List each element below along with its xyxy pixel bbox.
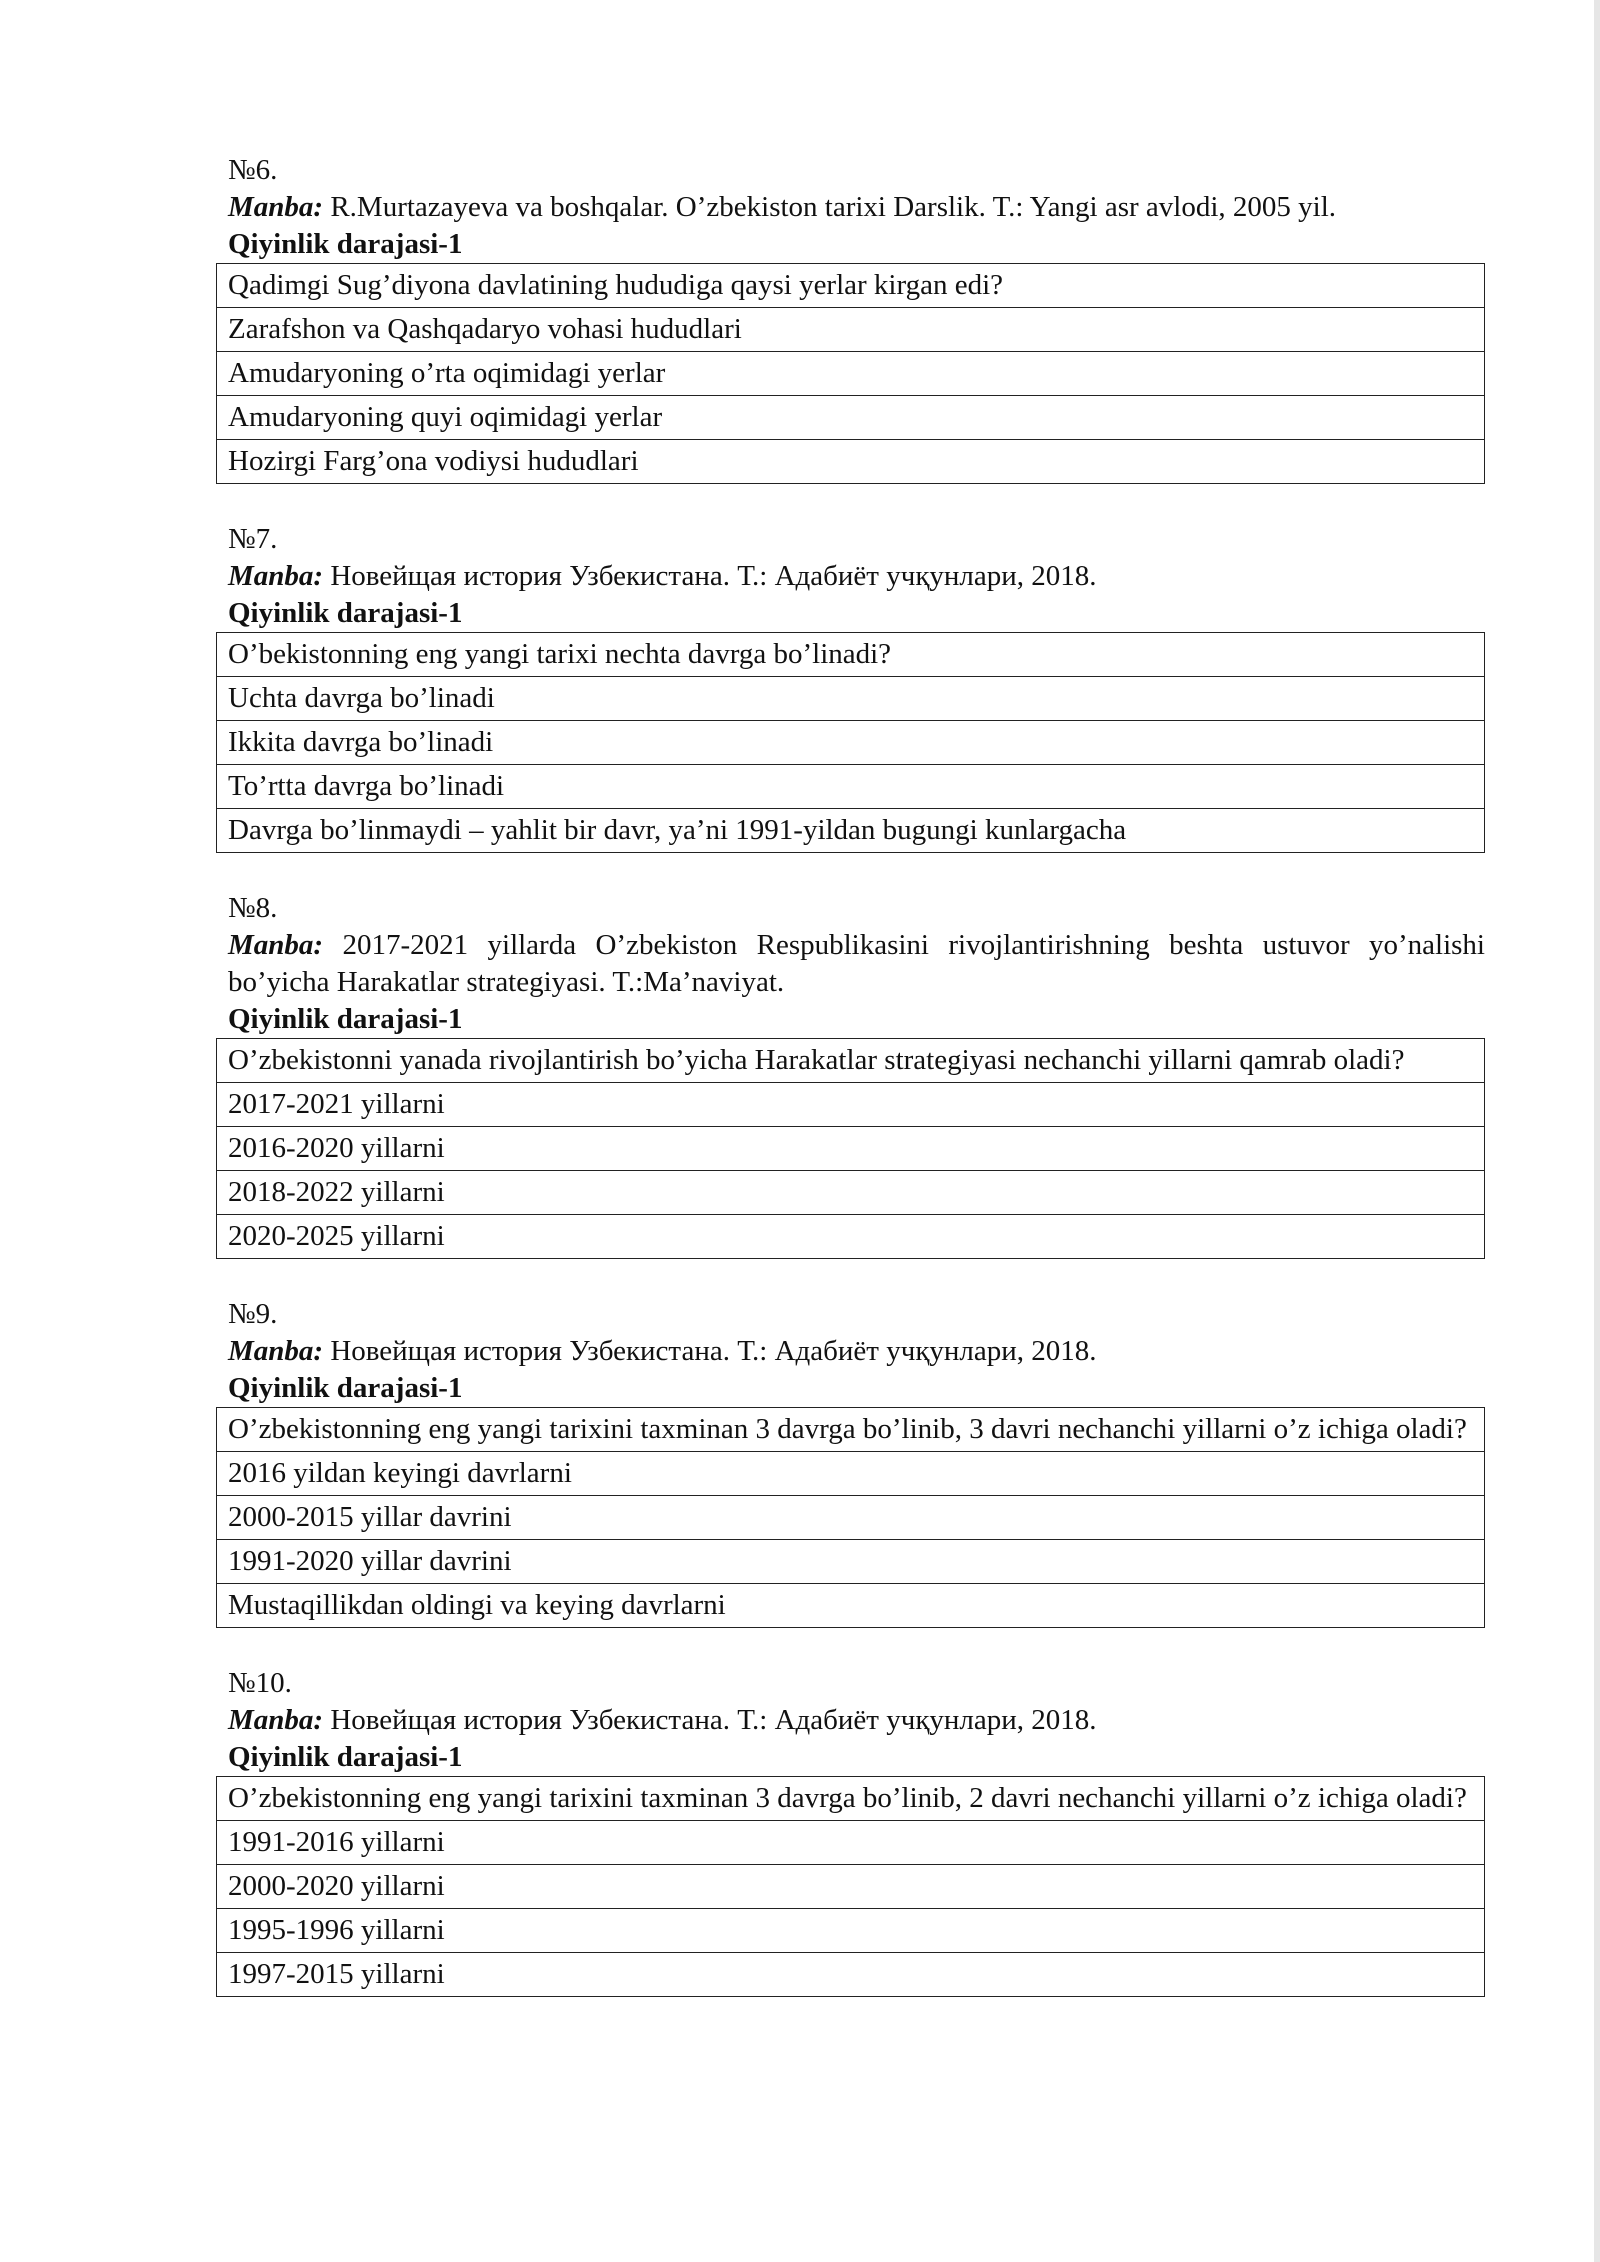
source-text: Новейщая история Узбекистана. Т.: Адабиёт учқунлари, 2018. xyxy=(323,1704,1097,1736)
question-row xyxy=(217,633,1485,677)
answer-option: Ikkita davrga bo’linadi xyxy=(217,721,1485,765)
question-block-7 xyxy=(228,521,1485,853)
question-row xyxy=(217,1777,1485,1821)
difficulty-level: Qiyinlik darajasi-1 xyxy=(228,1003,463,1035)
question-text: O’zbekistonning eng yangi tarixini taxminan 3 davrga bo’linib, 2 davri nechanchi yillarni o’z ichiga oladi? xyxy=(217,1777,1485,1821)
source-label: Manba: xyxy=(228,560,324,592)
answer-row xyxy=(217,1496,1485,1540)
answer-option: 2016 yildan keyingi davrlarni xyxy=(217,1452,1485,1496)
source-label: Manba: xyxy=(228,191,324,223)
question-table xyxy=(216,1776,1485,1997)
answer-option: Amudaryoning o’rta oqimidagi yerlar xyxy=(217,352,1485,396)
question-block-9 xyxy=(228,1296,1485,1628)
question-text: O’bekistonning eng yangi tarixi nechta davrga bo’linadi? xyxy=(217,633,1485,677)
source-text: Новейщая история Узбекистана. Т.: Адабиёт учқунлари, 2018. xyxy=(323,1335,1097,1367)
answer-row xyxy=(217,352,1485,396)
answer-option: Uchta davrga bo’linadi xyxy=(217,677,1485,721)
question-number: №7. xyxy=(228,523,278,555)
answer-row xyxy=(217,1909,1485,1953)
question-table xyxy=(216,632,1485,853)
source-line xyxy=(228,1333,1485,1370)
answer-option: Hozirgi Farg’ona vodiysi hududlari xyxy=(217,440,1485,484)
question-number: №6. xyxy=(228,154,278,186)
answer-option: 1997-2015 yillarni xyxy=(217,1953,1485,1997)
answer-row xyxy=(217,1540,1485,1584)
answer-option: 1991-2020 yillar davrini xyxy=(217,1540,1485,1584)
difficulty-level: Qiyinlik darajasi-1 xyxy=(228,1372,463,1404)
question-number: №10. xyxy=(228,1667,292,1699)
answer-option: 2016-2020 yillarni xyxy=(217,1127,1485,1171)
question-number: №9. xyxy=(228,1298,278,1330)
answer-row xyxy=(217,1083,1485,1127)
answer-option: To’rtta davrga bo’linadi xyxy=(217,765,1485,809)
question-row xyxy=(217,264,1485,308)
source-text: R.Murtazayeva va boshqalar. O’zbekiston tarixi Darslik. T.: Yangi asr avlodi, 2005 yil. xyxy=(323,191,1337,223)
answer-row xyxy=(217,677,1485,721)
source-line xyxy=(228,1702,1485,1739)
answer-row xyxy=(217,1452,1485,1496)
answer-row xyxy=(217,1865,1485,1909)
question-block-10 xyxy=(228,1665,1485,1997)
source-line xyxy=(228,927,1485,1001)
answer-row xyxy=(217,1215,1485,1259)
answer-option: 2000-2015 yillar davrini xyxy=(217,1496,1485,1540)
answer-option: Amudaryoning quyi oqimidagi yerlar xyxy=(217,396,1485,440)
answer-row xyxy=(217,308,1485,352)
question-table xyxy=(216,1407,1485,1628)
answer-option: Mustaqillikdan oldingi va keying davrlarni xyxy=(217,1584,1485,1628)
answer-option: 2000-2020 yillarni xyxy=(217,1865,1485,1909)
question-block-6 xyxy=(228,152,1485,484)
page-edge-shadow xyxy=(1594,0,1600,2262)
question-row xyxy=(217,1039,1485,1083)
question-text: O’zbekistonning eng yangi tarixini taxminan 3 davrga bo’linib, 3 davri nechanchi yillarni o’z ichiga oladi? xyxy=(217,1408,1485,1452)
source-label: Manba: xyxy=(228,1704,324,1736)
answer-option: 1991-2016 yillarni xyxy=(217,1821,1485,1865)
answer-row xyxy=(217,1584,1485,1628)
difficulty-level: Qiyinlik darajasi-1 xyxy=(228,597,463,629)
answer-option: 2017-2021 yillarni xyxy=(217,1083,1485,1127)
answer-option: 2018-2022 yillarni xyxy=(217,1171,1485,1215)
question-block-8 xyxy=(228,890,1485,1259)
source-label: Manba: xyxy=(228,1335,324,1367)
question-number: №8. xyxy=(228,892,278,924)
document-body xyxy=(228,152,1485,2034)
answer-row xyxy=(217,440,1485,484)
answer-row xyxy=(217,721,1485,765)
question-table xyxy=(216,1038,1485,1259)
answer-row xyxy=(217,809,1485,853)
source-text: Новейщая история Узбекистана. Т.: Адабиёт учқунлари, 2018. xyxy=(323,560,1097,592)
answer-row xyxy=(217,1953,1485,1997)
question-table xyxy=(216,263,1485,484)
answer-option: Zarafshon va Qashqadaryo vohasi hududlari xyxy=(217,308,1485,352)
source-label: Manba: xyxy=(228,929,324,961)
source-text: 2017-2021 yillarda O’zbekiston Respublikasini rivojlantirishning beshta ustuvor yo’nalishi bo’yicha Harakatlar strategiyasi. T.:Ma’naviyat. xyxy=(228,929,1485,998)
answer-row xyxy=(217,1821,1485,1865)
source-line xyxy=(228,189,1485,226)
answer-row xyxy=(217,396,1485,440)
question-row xyxy=(217,1408,1485,1452)
answer-option: 2020-2025 yillarni xyxy=(217,1215,1485,1259)
difficulty-level: Qiyinlik darajasi-1 xyxy=(228,1741,463,1773)
answer-option: 1995-1996 yillarni xyxy=(217,1909,1485,1953)
source-line xyxy=(228,558,1485,595)
answer-option: Davrga bo’linmaydi – yahlit bir davr, ya’ni 1991-yildan bugungi kunlargacha xyxy=(217,809,1485,853)
question-text: Qadimgi Sug’diyona davlatining hududiga qaysi yerlar kirgan edi? xyxy=(217,264,1485,308)
question-text: O’zbekistonni yanada rivojlantirish bo’yicha Harakatlar strategiyasi nechanchi yillarni qamrab oladi? xyxy=(217,1039,1485,1083)
answer-row xyxy=(217,765,1485,809)
difficulty-level: Qiyinlik darajasi-1 xyxy=(228,228,463,260)
answer-row xyxy=(217,1127,1485,1171)
answer-row xyxy=(217,1171,1485,1215)
